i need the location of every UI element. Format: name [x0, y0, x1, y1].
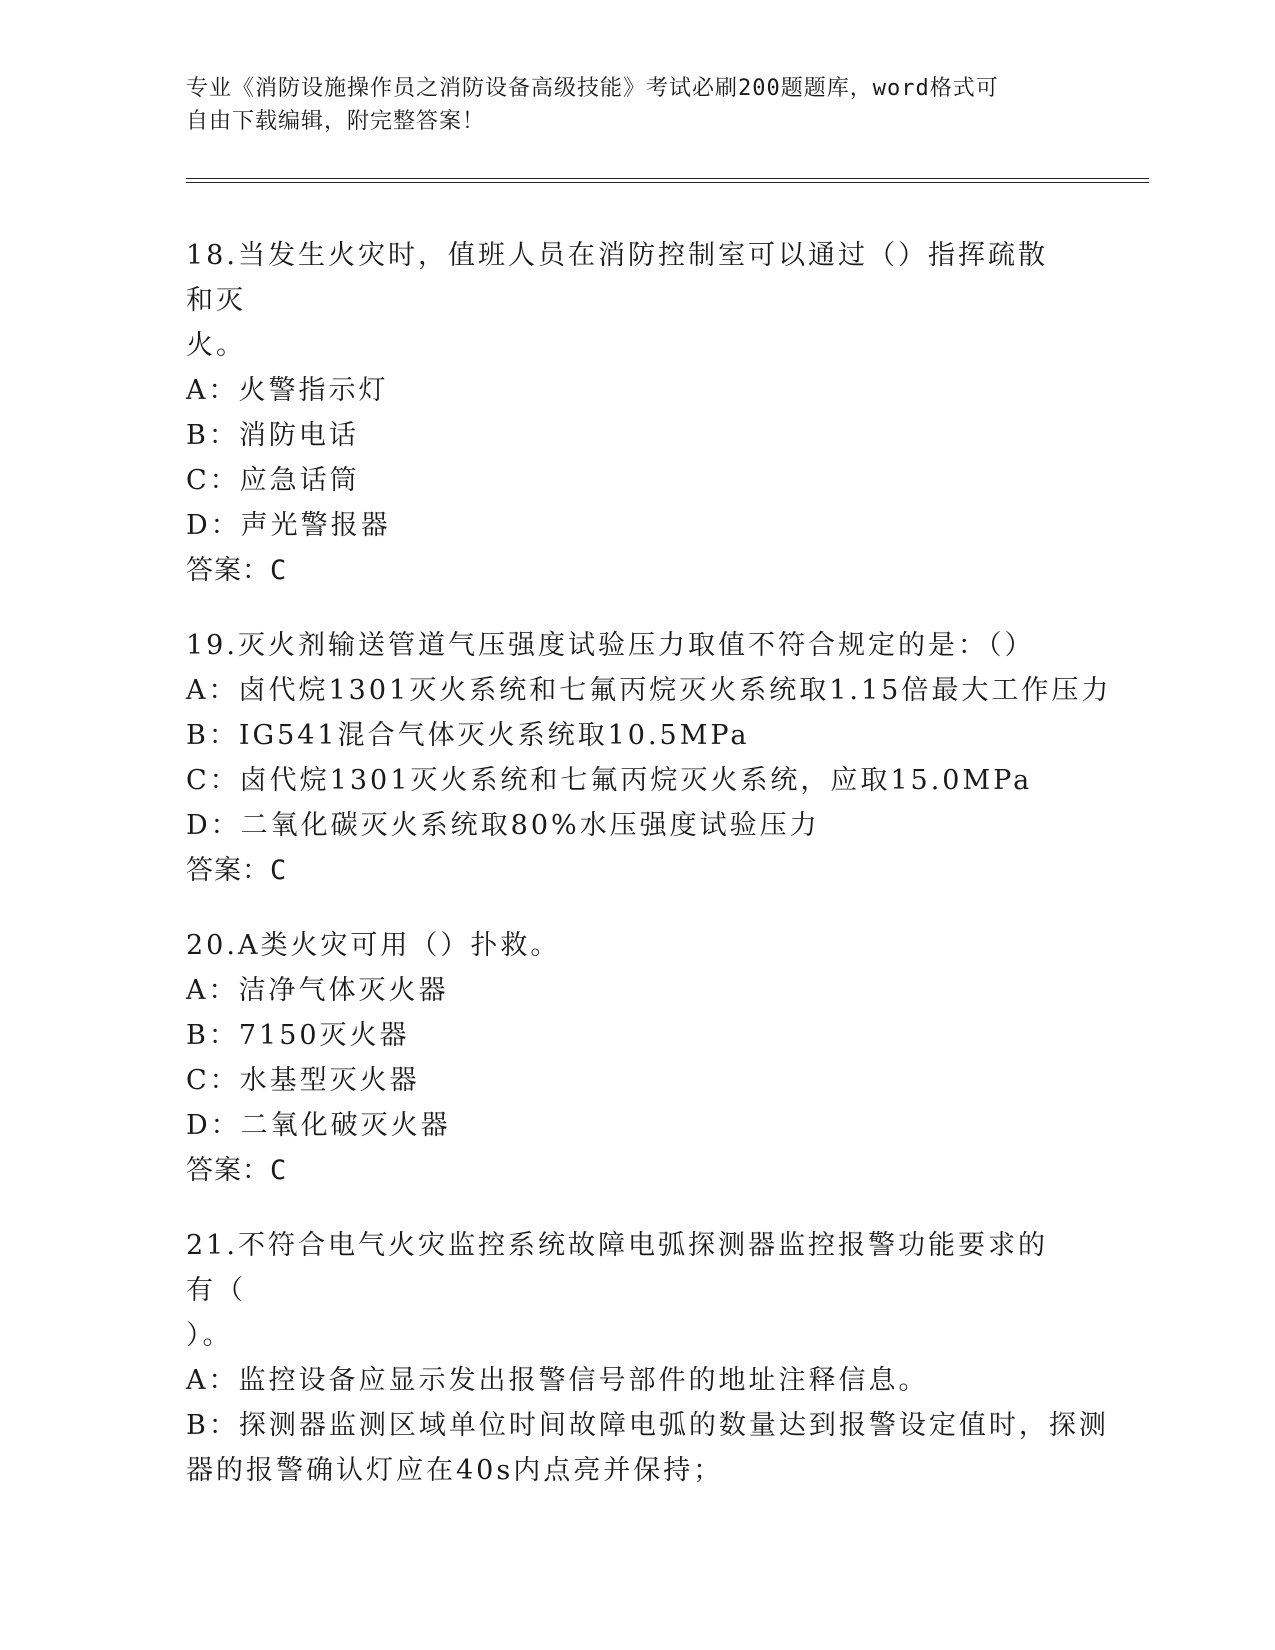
- option-c: C：水基型灭火器: [186, 1065, 420, 1096]
- header-divider-top: [186, 178, 1149, 179]
- option-b: B：消防电话: [186, 420, 359, 451]
- question-list: [186, 233, 1112, 1523]
- option-d: D：二氧化碳灭火系统取80%水压强度试验压力: [186, 810, 820, 841]
- option-b: B：7150灭火器: [186, 1020, 410, 1051]
- option-b-continued: 器的报警确认灯应在40s内点亮并保持；: [186, 1455, 724, 1486]
- option-a: A：火警指示灯: [186, 375, 389, 406]
- question-stem: 20.A类火灾可用（）扑救。: [186, 930, 561, 961]
- question-stem-continued: ）。: [186, 1320, 233, 1351]
- option-d: D：声光警报器: [186, 510, 391, 541]
- option-c: C：应急话筒: [186, 465, 360, 496]
- question-stem-continued: 火。: [186, 330, 246, 361]
- question-19: [186, 623, 1112, 893]
- header-line-1: 专业《消防设施操作员之消防设备高级技能》考试必刷200题题库，word格式可: [186, 76, 999, 101]
- question-stem: 18.当发生火灾时，值班人员在消防控制室可以通过（）指挥疏散和灭: [186, 240, 1048, 316]
- option-a: A：洁净气体灭火器: [186, 975, 449, 1006]
- document-header: [186, 72, 1086, 138]
- question-20: [186, 923, 1066, 1193]
- option-a: A：监控设备应显示发出报警信号部件的地址注释信息。: [186, 1365, 929, 1396]
- answer-label: 答案：C: [186, 1155, 288, 1186]
- question-18: [186, 233, 1066, 593]
- header-line-2: 自由下载编辑，附完整答案！: [186, 109, 486, 134]
- option-b: B：IG541混合气体灭火系统取10.5MPa: [186, 720, 750, 751]
- option-c: C：卤代烷1301灭火系统和七氟丙烷灭火系统，应取15.0MPa: [186, 765, 1033, 796]
- option-b: B：探测器监测区域单位时间故障电弧的数量达到报警设定值时，探测: [186, 1410, 1109, 1441]
- header-divider-bottom: [186, 182, 1149, 183]
- question-21: [186, 1223, 1109, 1493]
- answer-label: 答案：C: [186, 555, 288, 586]
- option-d: D：二氧化破灭火器: [186, 1110, 451, 1141]
- question-stem: 21.不符合电气火灾监控系统故障电弧探测器监控报警功能要求的有（: [186, 1230, 1048, 1306]
- answer-label: 答案：C: [186, 855, 288, 886]
- option-a: A：卤代烷1301灭火系统和七氟丙烷灭火系统取1.15倍最大工作压力: [186, 675, 1112, 706]
- question-stem: 19.灭火剂输送管道气压强度试验压力取值不符合规定的是：（）: [186, 630, 1035, 661]
